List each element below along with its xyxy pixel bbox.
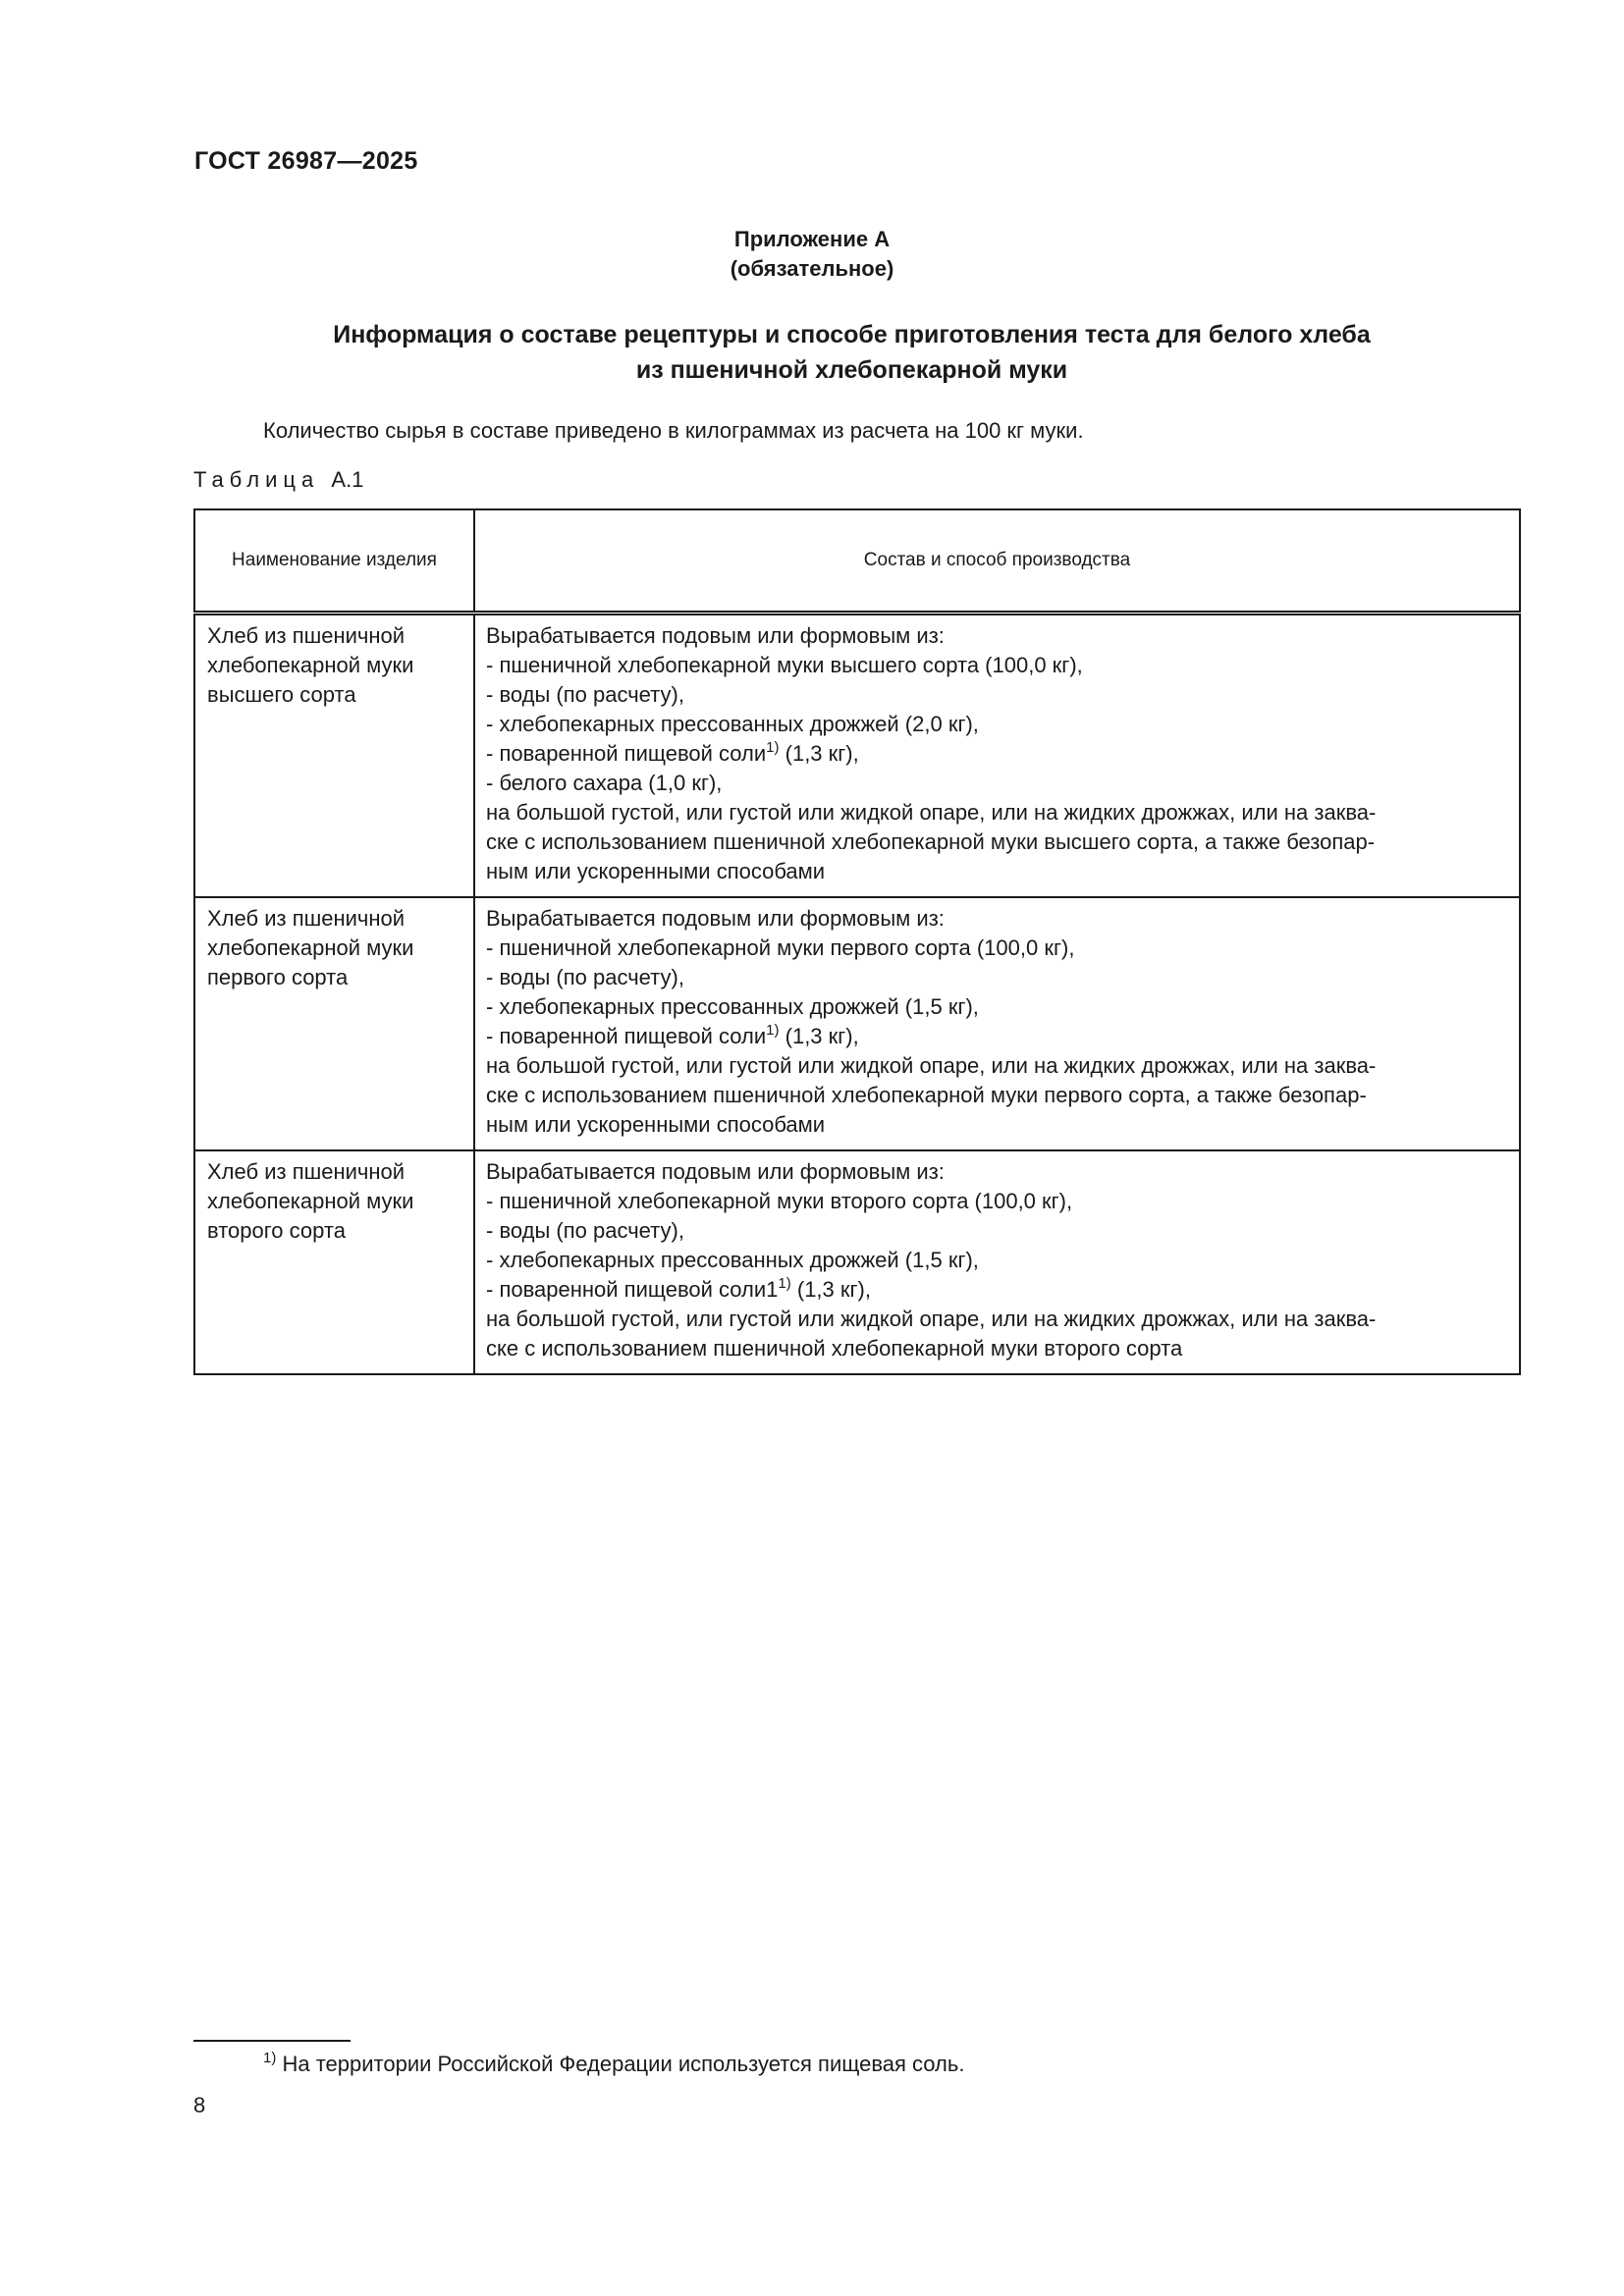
product-name-line: высшего сорта: [207, 682, 356, 707]
table-header-row: [194, 509, 1520, 614]
product-name-line: хлебопекарной муки: [207, 653, 414, 677]
salt-amount: (1,3 кг),: [779, 741, 859, 766]
column-header-product: Наименование изделия: [194, 509, 474, 614]
composition-intro: Вырабатывается подовым или формовым из:: [486, 1159, 945, 1184]
footnote-reference: 1): [778, 1275, 791, 1292]
composition-intro: Вырабатывается подовым или формовым из:: [486, 623, 945, 648]
table-caption-number: А.1: [331, 467, 364, 492]
section-title-line: из пшеничной хлебопекарной муки: [635, 356, 1068, 384]
table-row: [194, 897, 1520, 1150]
footnote-reference: 1): [766, 1022, 780, 1039]
method-line: на большой густой, или густой или жидкой опаре, или на жидких дрожжах, или на заква-: [486, 1307, 1377, 1331]
method-line: на большой густой, или густой или жидкой опаре, или на жидких дрожжах, или на заква-: [486, 1053, 1377, 1078]
salt-text: - поваренной пищевой соли: [486, 741, 767, 766]
section-title: [236, 317, 1468, 388]
ingredient-item: - хлебопекарных прессованных дрожжей (2,0 кг),: [486, 712, 979, 736]
product-name-line: Хлеб из пшеничной: [207, 623, 406, 648]
intro-paragraph: Количество сырья в составе приведено в килограммах из расчета на 100 кг муки.: [263, 418, 1084, 443]
method-line: ске с использованием пшеничной хлебопекарной муки первого сорта, а также безопар-: [486, 1083, 1367, 1107]
footnote-text: На территории Российской Федерации используется пищевая соль.: [276, 2052, 965, 2076]
footnote-reference: 1): [766, 739, 780, 756]
ingredient-item-salt: [486, 739, 1509, 769]
product-name-line: хлебопекарной муки: [207, 1189, 414, 1213]
ingredient-item: - воды (по расчету),: [486, 965, 684, 989]
table-caption-label: Таблица: [193, 467, 320, 492]
page-number: 8: [193, 2093, 206, 2117]
method-line: на большой густой, или густой или жидкой опаре, или на жидких дрожжах, или на заква-: [486, 800, 1377, 825]
table-caption: [193, 467, 363, 493]
product-name-cell: [194, 1150, 474, 1374]
column-header-composition: Состав и способ производства: [474, 509, 1520, 614]
product-name-line: хлебопекарной муки: [207, 935, 414, 960]
table-row: [194, 614, 1520, 898]
method-line: ске с использованием пшеничной хлебопекарной муки второго сорта: [486, 1336, 1183, 1361]
composition-intro: Вырабатывается подовым или формовым из:: [486, 906, 945, 931]
annex-title: Приложение А: [733, 227, 891, 251]
section-title-line: Информация о составе рецептуры и способе приготовления теста для белого хлеба: [333, 321, 1371, 348]
document-code: ГОСТ 26987—2025: [194, 147, 418, 175]
ingredient-item: - пшеничной хлебопекарной муки первого сорта (100,0 кг),: [486, 935, 1075, 960]
ingredient-item: - хлебопекарных прессованных дрожжей (1,5 кг),: [486, 1248, 979, 1272]
table-row: [194, 1150, 1520, 1374]
ingredient-item: - воды (по расчету),: [486, 1218, 684, 1243]
salt-text: - поваренной пищевой соли1: [486, 1277, 779, 1302]
product-name-cell: [194, 614, 474, 898]
method-line: ным или ускоренными способами: [486, 1112, 826, 1137]
product-name-line: Хлеб из пшеничной: [207, 906, 406, 931]
ingredient-item: - хлебопекарных прессованных дрожжей (1,5 кг),: [486, 994, 979, 1019]
method-line: ске с использованием пшеничной хлебопекарной муки высшего сорта, а также безопар-: [486, 829, 1376, 854]
annex-status: (обязательное): [730, 256, 894, 281]
ingredient-item: - белого сахара (1,0 кг),: [486, 771, 723, 795]
method-line: ным или ускоренными способами: [486, 859, 826, 883]
ingredient-item-salt: [486, 1022, 1509, 1051]
ingredient-item: - воды (по расчету),: [486, 682, 684, 707]
footnote: [263, 2050, 964, 2079]
salt-amount: (1,3 кг),: [790, 1277, 871, 1302]
ingredient-item: - пшеничной хлебопекарной муки второго сорта (100,0 кг),: [486, 1189, 1073, 1213]
footnote-marker: 1): [263, 2050, 277, 2066]
footnote-divider: [193, 2040, 351, 2042]
salt-amount: (1,3 кг),: [779, 1024, 859, 1048]
salt-text: - поваренной пищевой соли: [486, 1024, 767, 1048]
recipe-table: [193, 508, 1521, 1375]
ingredient-item: - пшеничной хлебопекарной муки высшего сорта (100,0 кг),: [486, 653, 1083, 677]
composition-cell: [474, 1150, 1520, 1374]
product-name-line: второго сорта: [207, 1218, 346, 1243]
product-name-cell: [194, 897, 474, 1150]
composition-cell: [474, 897, 1520, 1150]
ingredient-item-salt: [486, 1275, 1509, 1305]
product-name-line: Хлеб из пшеничной: [207, 1159, 406, 1184]
product-name-line: первого сорта: [207, 965, 349, 989]
composition-cell: [474, 614, 1520, 898]
